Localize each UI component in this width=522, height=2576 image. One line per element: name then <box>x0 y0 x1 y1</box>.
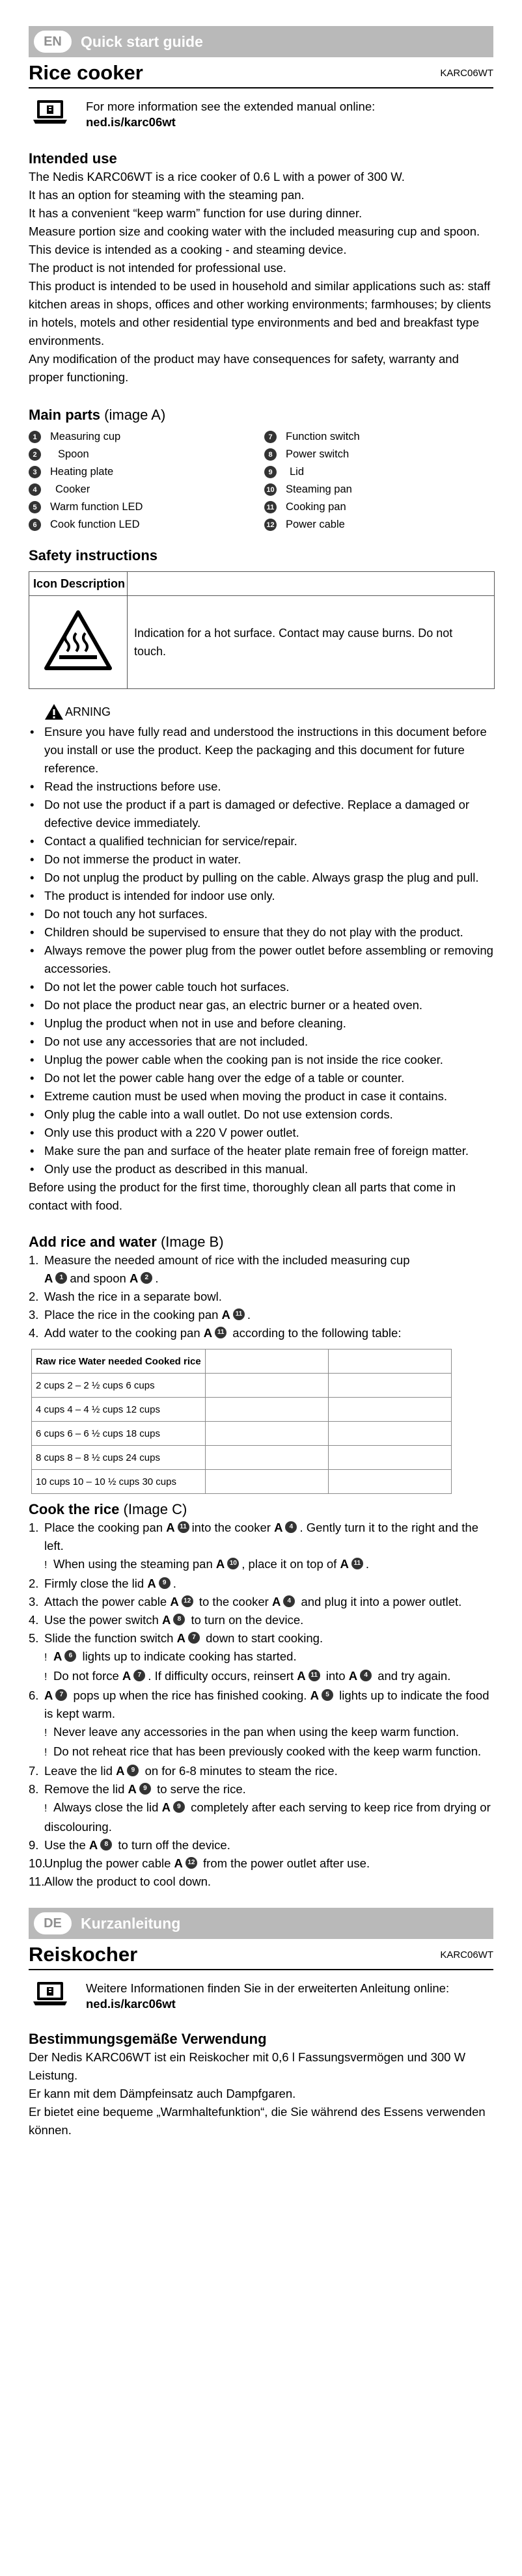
rice-water-table: Raw rice Water needed Cooked rice 2 cups 2 – 2 ½ cups 6 cups 4 cups 4 – 4 ½ cups 12 cups 6 cups 6 – 6 ½ cups 18 cups 8 cups 8 – 8 ½ cups 24 cups 10 cups 10 – 10 ½ cups 30 cups <box>31 1349 452 1494</box>
page-title-en: Rice cooker <box>29 61 143 84</box>
online-manual-info-de <box>29 1981 493 2012</box>
warning-item: • Unplug the power cable when the cooking pan is not inside the rice cooker. <box>29 1051 493 1069</box>
warning-item: • The product is intended for indoor use only. <box>29 887 493 905</box>
main-parts-image-ref: (image A) <box>104 407 166 423</box>
part-item: 5 Warm function LED <box>29 498 264 516</box>
manual-page <box>29 26 493 2139</box>
safety-icon-table <box>29 571 495 689</box>
part-item: 3 Heating plate <box>29 463 264 481</box>
warning-list <box>29 723 493 1178</box>
warning-item: • Unplug the product when not in use and before cleaning. <box>29 1014 493 1033</box>
online-manual-info <box>29 99 493 130</box>
de-intended-use-line: Er kann mit dem Dämpfeinsatz auch Dampfgaren. <box>29 2087 296 2100</box>
de-intended-use-line: Der Nedis KARC06WT ist ein Reiskocher mit 0,6 l Fassungsvermögen und 300 W Leistung. <box>29 2050 466 2082</box>
lang-bar-en <box>29 26 493 57</box>
model-number-de: KARC06WT <box>440 1949 493 1960</box>
intended-use-heading: Intended use <box>29 150 117 167</box>
safety-section <box>29 547 493 1215</box>
de-intended-use-heading: Bestimmungsgemäße Verwendung <box>29 2031 267 2047</box>
part-item: 1 Measuring cup <box>29 428 264 446</box>
intended-use-line: Any modification of the product may have consequences for safety, warranty and proper functioning. <box>29 352 459 384</box>
guide-title-de: Kurzanleitung <box>81 1914 181 1932</box>
de-intended-use-section <box>29 2030 493 2139</box>
step-item: 10. Unplug the power cable A 12 from the power outlet after use. <box>29 1856 370 1870</box>
add-rice-section <box>29 1233 493 1494</box>
warning-item: • Do not unplug the product by pulling on the cable. Always grasp the plug and pull. <box>29 869 493 887</box>
main-parts-section <box>29 406 493 534</box>
laptop-icon <box>33 1981 68 2007</box>
part-item: 6 Cook function LED <box>29 516 264 534</box>
warning-item: • Only plug the cable into a wall outlet. Do not use extension cords. <box>29 1105 493 1124</box>
warning-item: • Children should be supervised to ensure that they do not play with the product. <box>29 923 493 942</box>
part-item: 2 Spoon <box>29 446 264 463</box>
intended-use-section <box>29 150 493 386</box>
lang-badge-de: DE <box>34 1912 72 1934</box>
lang-badge-en: EN <box>34 31 72 53</box>
warning-label: ARNING <box>44 703 493 720</box>
add-rice-image-ref: (Image B) <box>160 1234 224 1250</box>
icon-description-header: Icon Description <box>29 572 128 596</box>
step-item: 11. Allow the product to cool down. <box>29 1875 212 1888</box>
part-item: 12 Power cable <box>264 516 493 534</box>
step-item: 1. Place the cooking pan A 11 into the cooker A 4 . Gently turn it to the right and the left. ! When using the steaming pan A 10 , place it on top of A 11 . <box>29 1521 479 1571</box>
hot-surface-icon <box>42 608 114 673</box>
guide-title-en: Quick start guide <box>81 33 203 50</box>
add-rice-steps <box>29 1251 493 1342</box>
warning-item: • Do not let the power cable hang over the edge of a table or counter. <box>29 1069 493 1087</box>
intended-use-line: It has a convenient “keep warm” function for use during dinner. <box>29 206 363 220</box>
lang-bar-de <box>29 1908 493 1939</box>
info-text-de: Weitere Informationen finden Sie in der erweiterten Anleitung online: <box>86 1981 450 1995</box>
step-item: 2. Wash the rice in a separate bowl. <box>29 1290 222 1303</box>
warning-item: • Do not immerse the product in water. <box>29 850 493 869</box>
step-item: 8. Remove the lid A 9 to serve the rice. ! Always close the lid A 9 completely after each serving to keep rice from drying or discolouring. <box>29 1782 491 1834</box>
hot-surface-description: Indication for a hot surface. Contact may cause burns. Do not touch. <box>128 596 495 689</box>
step-item: 4. Use the power switch A 8 to turn on the device. <box>29 1613 304 1627</box>
step-item: 2. Firmly close the lid A 9 . <box>29 1577 176 1590</box>
cook-steps <box>29 1519 493 1891</box>
laptop-icon <box>33 99 68 125</box>
warning-item: • Read the instructions before use. <box>29 778 493 796</box>
title-divider <box>29 87 493 88</box>
intended-use-line: This product is intended to be used in household and similar applications such as: staff kitchen areas in shops, offices and other working environments; farmhouses; by clients in hotels, motels and other residential type environments and bed and breakfast type environments. <box>29 279 491 347</box>
intended-use-line: The product is not intended for professional use. <box>29 261 286 275</box>
part-item: 4 Cooker <box>29 481 264 498</box>
main-parts-heading: Main parts <box>29 407 101 423</box>
warning-item: • Always remove the power plug from the power outlet before assembling or removing accessories. <box>29 942 493 978</box>
step-item: 3. Place the rice in the cooking pan A 11 . <box>29 1308 251 1322</box>
warning-item: • Contact a qualified technician for service/repair. <box>29 832 493 850</box>
warning-item: • Do not use the product if a part is damaged or defective. Replace a damaged or defective device immediately. <box>29 796 493 832</box>
part-item: 9 Lid <box>264 463 493 481</box>
manual-link[interactable]: ned.is/karc06wt <box>86 115 176 129</box>
intended-use-line: Measure portion size and cooking water with the included measuring cup and spoon. <box>29 224 480 238</box>
warning-item: • Make sure the pan and surface of the heater plate remain free of foreign matter. <box>29 1142 493 1160</box>
warning-item: • Only use this product with a 220 V power outlet. <box>29 1124 493 1142</box>
part-item: 11 Cooking pan <box>264 498 493 516</box>
part-item: 10 Steaming pan <box>264 481 493 498</box>
page-title-de: Reiskocher <box>29 1943 138 1966</box>
warning-item: • Do not let the power cable touch hot surfaces. <box>29 978 493 996</box>
parts-list <box>29 428 493 534</box>
warning-triangle-icon <box>44 703 64 720</box>
part-item: 7 Function switch <box>264 428 493 446</box>
step-item: 4. Add water to the cooking pan A 11 according to the following table: <box>29 1326 402 1340</box>
before-use-note: Before using the product for the first time, thoroughly clean all parts that come in contact with food. <box>29 1180 456 1212</box>
intended-use-line: It has an option for steaming with the steaming pan. <box>29 188 305 202</box>
step-item: 9. Use the A 8 to turn off the device. <box>29 1838 230 1852</box>
safety-heading: Safety instructions <box>29 547 158 563</box>
manual-link-de[interactable]: ned.is/karc06wt <box>86 1997 176 2011</box>
warning-item: • Extreme caution must be used when moving the product in case it contains. <box>29 1087 493 1105</box>
step-item: 1. Measure the needed amount of rice with the included measuring cup A 1 and spoon A 2 . <box>29 1253 410 1285</box>
step-item: 3. Attach the power cable A 12 to the cooker A 4 and plug it into a power outlet. <box>29 1595 462 1608</box>
cook-image-ref: (Image C) <box>123 1501 187 1517</box>
warning-item: • Do not touch any hot surfaces. <box>29 905 493 923</box>
model-number-en: KARC06WT <box>440 68 493 79</box>
cook-heading: Cook the rice <box>29 1501 120 1517</box>
de-intended-use-line: Er bietet eine bequeme „Warmhaltefunktion“, die Sie während des Essens verwenden können. <box>29 2105 486 2137</box>
part-item: 8 Power switch <box>264 446 493 463</box>
info-text: For more information see the extended manual online: <box>86 100 376 113</box>
intended-use-line: The Nedis KARC06WT is a rice cooker of 0.6 L with a power of 300 W. <box>29 170 405 183</box>
step-item: 6. A 7 pops up when the rice has finished cooking. A 5 lights up to indicate the food is kept warm. ! Never leave any accessories in the pan when using the keep warm function. ! Do not reheat rice that has been previously cooked with the keep warm function. <box>29 1688 489 1758</box>
warning-item: • Do not place the product near gas, an electric burner or a heated oven. <box>29 996 493 1014</box>
add-rice-heading: Add rice and water <box>29 1234 157 1250</box>
title-divider-de <box>29 1969 493 1970</box>
step-item: 5. Slide the function switch A 7 down to start cooking. ! A 6 lights up to indicate cooking has started. ! Do not force A 7 . If difficulty occurs, reinsert A 11 into A 4 and try again. <box>29 1631 451 1683</box>
cook-rice-section <box>29 1500 493 1891</box>
step-item: 7. Leave the lid A 9 on for 6-8 minutes to steam the rice. <box>29 1764 338 1778</box>
warning-item: • Only use the product as described in this manual. <box>29 1160 493 1178</box>
warning-item: • Ensure you have fully read and understood the instructions in this document before you install or use the product. Keep the packaging and this document for future reference. <box>29 723 493 778</box>
warning-item: • Do not use any accessories that are not included. <box>29 1033 493 1051</box>
intended-use-line: This device is intended as a cooking - and steaming device. <box>29 243 347 256</box>
